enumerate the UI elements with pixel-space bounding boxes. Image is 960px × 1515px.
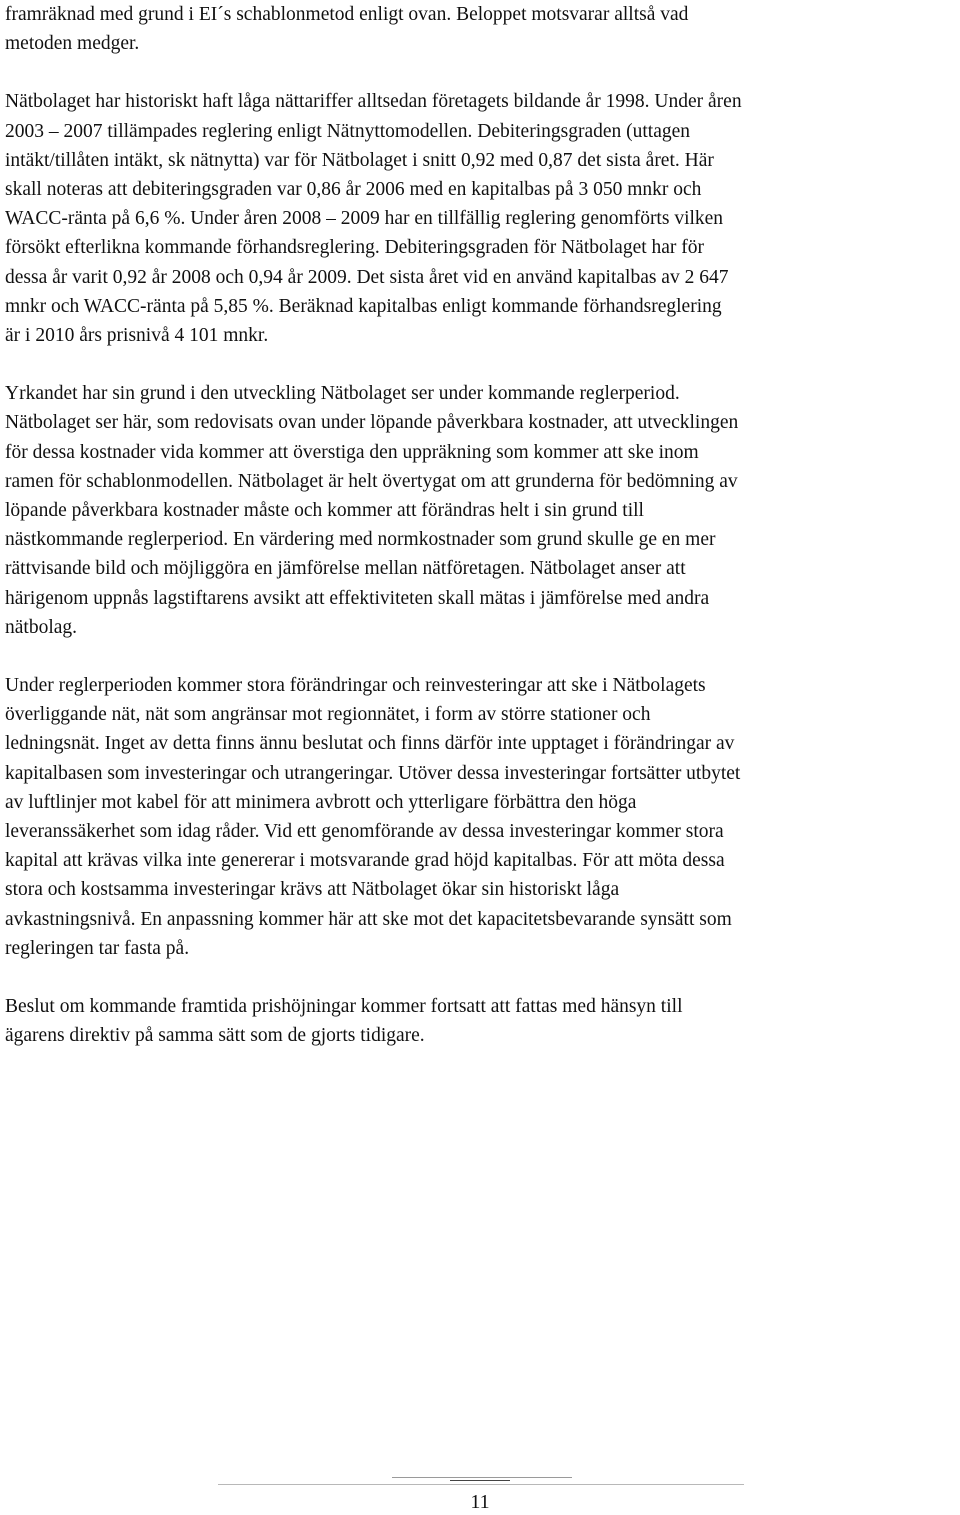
text-line: regleringen tar fasta på. — [5, 937, 190, 959]
text-line: 2003 – 2007 tillämpades reglering enligt Nätnyttomodellen. Debiteringsgraden (uttagen — [5, 120, 691, 142]
text-line: löpande påverkbara kostnader måste och kommer att förändras helt i sin grund till — [5, 500, 644, 522]
text-line: Under reglerperioden kommer stora förändringar och reinvesteringar att ske i Nätbolagets — [5, 675, 706, 697]
text-line: av luftlinjer mot kabel för att minimera avbrott och ytterligare förbättra den höga — [5, 791, 637, 813]
text-line: överliggande nät, nät som angränsar mot regionnätet, i form av större stationer och — [5, 704, 651, 726]
text-line: kapitalbasen som investeringar och utrangeringar. Utöver dessa investeringar fortsätter utbytet — [5, 762, 741, 784]
text-line: avkastningsnivå. En anpassning kommer här att ske mot det kapacitetsbevarande synsätt som — [5, 908, 732, 930]
text-line: Nätbolaget har historiskt haft låga nättariffer alltsedan företagets bildande år 1998. Under åren — [5, 91, 742, 113]
text-line: härigenom uppnås lagstiftarens avsikt att effektiviteten skall mätas i jämförelse med andra — [5, 587, 710, 609]
text-line: skall noteras att debiteringsgraden var 0,86 år 2006 med en kapitalbas på 3 050 mnkr och — [5, 179, 702, 201]
page-footer — [0, 1474, 960, 1515]
text-line: leveranssäkerhet som idag råder. Vid ett genomförande av dessa investeringar kommer stora — [5, 821, 724, 843]
paragraph-spacer — [5, 642, 960, 671]
text-line: mnkr och WACC-ränta på 5,85 %. Beräknad kapitalbas enligt kommande förhandsreglering — [5, 295, 722, 317]
text-line: nätbolag. — [5, 616, 78, 638]
paragraph-1 — [5, 0, 960, 58]
paragraph-3 — [5, 379, 960, 642]
text-line: Nätbolaget ser här, som redovisats ovan under löpande påverkbara kostnader, att utvecklingen — [5, 412, 739, 434]
text-line: kapital att krävas vilka inte genererar i motsvarande grad höjd kapitalbas. För att möta dessa — [5, 850, 725, 872]
paragraph-spacer — [5, 963, 960, 992]
text-line: är i 2010 års prisnivå 4 101 mnkr. — [5, 325, 269, 347]
text-line: ramen för schablonmodellen. Nätbolaget är helt övertygat om att grunderna för bedömning av — [5, 470, 738, 492]
paragraph-2 — [5, 87, 960, 350]
text-line: framräknad med grund i EI´s schablonmetod enligt ovan. Beloppet motsvarar alltså vad — [5, 4, 689, 25]
text-line: ägarens direktiv på samma sätt som de gjorts tidigare. — [5, 1025, 425, 1047]
paragraph-spacer — [5, 58, 960, 87]
text-line: Yrkandet har sin grund i den utveckling Nätbolaget ser under kommande reglerperiod. — [5, 383, 680, 405]
text-line: intäkt/tillåten intäkt, sk nätnytta) var för Nätbolaget i snitt 0,92 med 0,87 det sista året. Här — [5, 149, 714, 171]
text-line: dessa år varit 0,92 år 2008 och 0,94 år 2009. Det sista året vid en använd kapitalbas av 2 647 — [5, 266, 729, 288]
footer-divider — [218, 1484, 744, 1485]
text-line: nästkommande reglerperiod. En värdering med normkostnader som grund skulle ge en mer — [5, 529, 716, 551]
text-line: ledningsnät. Inget av detta finns ännu beslutat och finns därför inte upptaget i förändringar av — [5, 733, 735, 755]
document-page — [5, 0, 960, 1051]
text-line: rättvisande bild och möjliggöra en jämförelse mellan nätföretagen. Nätbolaget anser att — [5, 558, 686, 580]
footer-divider — [450, 1480, 510, 1481]
text-line: WACC-ränta på 6,6 %. Under åren 2008 – 2009 har en tillfällig reglering genomförts vilken — [5, 208, 724, 230]
paragraph-spacer — [5, 350, 960, 379]
text-line: försökt efterlikna kommande förhandsreglering. Debiteringsgraden för Nätbolaget har för — [5, 237, 705, 259]
text-line: Beslut om kommande framtida prishöjningar kommer fortsatt att fattas med hänsyn till — [5, 996, 683, 1018]
paragraph-4 — [5, 671, 960, 963]
paragraph-5 — [5, 992, 960, 1050]
text-line: metoden medger. — [5, 33, 140, 55]
page-number: 11 — [470, 1491, 490, 1513]
text-line: för dessa kostnader vida kommer att överstiga den uppräkning som kommer att ske inom — [5, 441, 699, 463]
footer-divider — [392, 1477, 572, 1478]
text-line: stora och kostsamma investeringar krävs att Nätbolaget ökar sin historiskt låga — [5, 879, 620, 901]
